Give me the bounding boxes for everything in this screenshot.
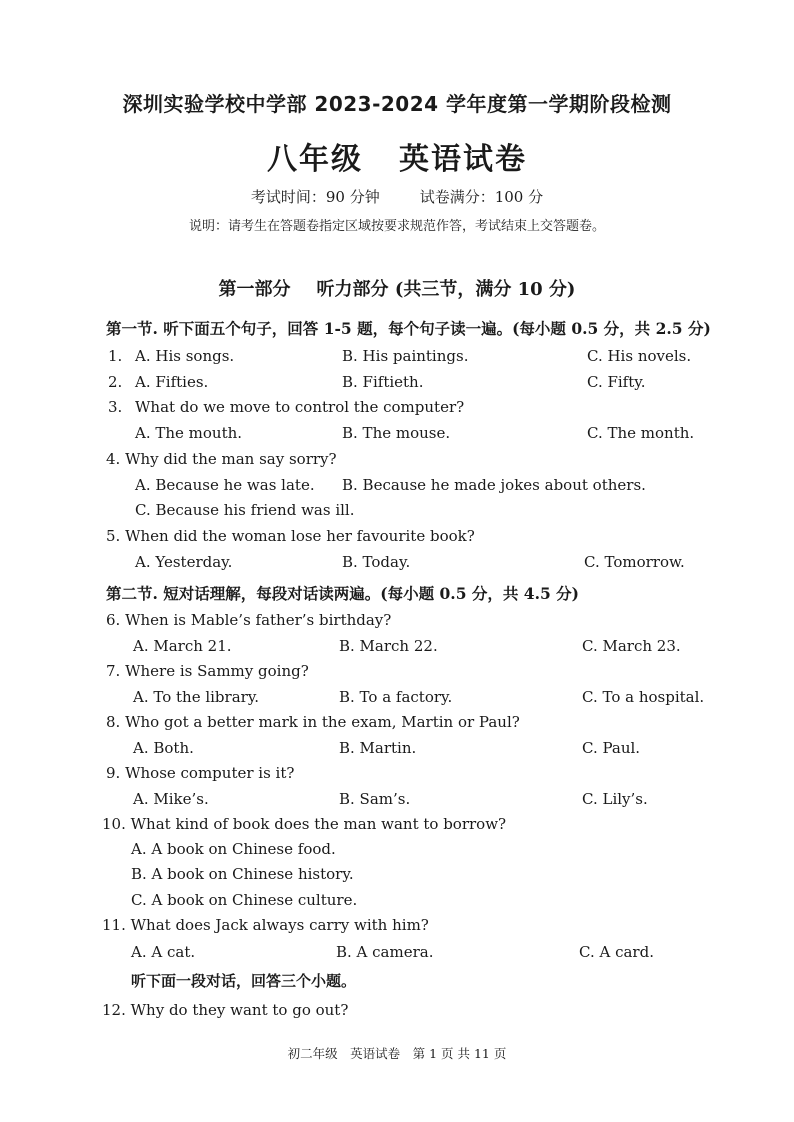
question-number: 1. [108, 347, 123, 365]
question-stem: 4. Why did the man say sorry? [106, 450, 337, 468]
page-footer: 初二年级 英语试卷 第 1 页 共 11 页 [287, 1046, 507, 1061]
option-a: A. Both. [133, 739, 194, 757]
option-a: A. His songs. [135, 347, 235, 365]
exam-title [0, 134, 794, 178]
option-a: A. Mike’s. [133, 790, 209, 808]
option-a: A. A cat. [131, 943, 196, 961]
subject-label: 英语试卷 [399, 142, 527, 177]
option-a: A. A book on Chinese food. [131, 840, 336, 858]
option-c: C. Paul. [582, 739, 641, 757]
part1-title [0, 275, 794, 301]
option-a: A. The mouth. [135, 424, 243, 442]
option-c: C. March 23. [582, 637, 681, 655]
grade-label: 八年级 [267, 142, 363, 177]
option-b: B. Fiftieth. [342, 373, 424, 391]
section1-heading: 第一节. 听下面五个句子，回答 1-5 题，每个句子读一遍。(每小题 0.5 分，共 2.5 分) [106, 319, 711, 338]
option-c: C. Lily’s. [582, 790, 648, 808]
option-b: B. Today. [342, 553, 411, 571]
option-c: C. The month. [587, 424, 695, 442]
option-b: B. His paintings. [342, 347, 469, 365]
dialog-instruction: 听下面一段对话，回答三个小题。 [131, 972, 357, 990]
option-b: B. The mouse. [342, 424, 451, 442]
option-c: C. Tomorrow. [584, 553, 685, 571]
question-stem: 10. What kind of book does the man want to borrow? [102, 815, 507, 833]
exam-instructions: 说明：请考生在答题卷指定区域按要求规范作答，考试结束上交答题卷。 [188, 219, 605, 234]
option-b: B. Martin. [339, 739, 417, 757]
question-stem: 7. Where is Sammy going? [106, 662, 309, 680]
question-number: 3. [108, 398, 123, 416]
exam-score: 试卷满分：100 分 [419, 188, 544, 206]
option-a: A. Because he was late. [135, 476, 315, 494]
option-c: C. His novels. [587, 347, 692, 365]
option-c: C. Fifty. [587, 373, 646, 391]
option-b: B. Sam’s. [339, 790, 411, 808]
option-c: C. A book on Chinese culture. [131, 891, 358, 909]
question-stem: 5. When did the woman lose her favourite book? [106, 527, 475, 545]
part1-desc: 听力部分 (共三节，满分 10 分) [316, 279, 576, 300]
option-a: A. Fifties. [135, 373, 209, 391]
option-b: B. A camera. [336, 943, 434, 961]
question-stem: 11. What does Jack always carry with him? [102, 916, 429, 934]
option-c: C. Because his friend was ill. [135, 501, 355, 519]
option-b: B. A book on Chinese history. [131, 865, 354, 883]
option-a: A. March 21. [133, 637, 232, 655]
part1-label: 第一部分 [218, 279, 291, 300]
option-a: A. Yesterday. [135, 553, 233, 571]
exam-time: 考试时间：90 分钟 [250, 188, 380, 206]
option-c: C. To a hospital. [582, 688, 705, 706]
exam-info [0, 186, 794, 207]
question-stem: 9. Whose computer is it? [106, 764, 295, 782]
option-b: B. To a factory. [339, 688, 453, 706]
option-b: B. March 22. [339, 637, 438, 655]
section2-heading: 第二节. 短对话理解，每段对话读两遍。(每小题 0.5 分，共 4.5 分) [106, 584, 579, 603]
option-c: C. A card. [579, 943, 654, 961]
question-stem: What do we move to control the computer? [135, 398, 465, 416]
option-b: B. Because he made jokes about others. [342, 476, 646, 494]
question-stem: 12. Why do they want to go out? [102, 1001, 349, 1019]
question-stem: 6. When is Mable’s father’s birthday? [106, 611, 392, 629]
question-stem: 8. Who got a better mark in the exam, Martin or Paul? [106, 713, 520, 731]
school-title: 深圳实验学校中学部 2023-2024 学年度第一学期阶段检测 [122, 92, 672, 116]
option-a: A. To the library. [133, 688, 260, 706]
question-number: 2. [108, 373, 123, 391]
